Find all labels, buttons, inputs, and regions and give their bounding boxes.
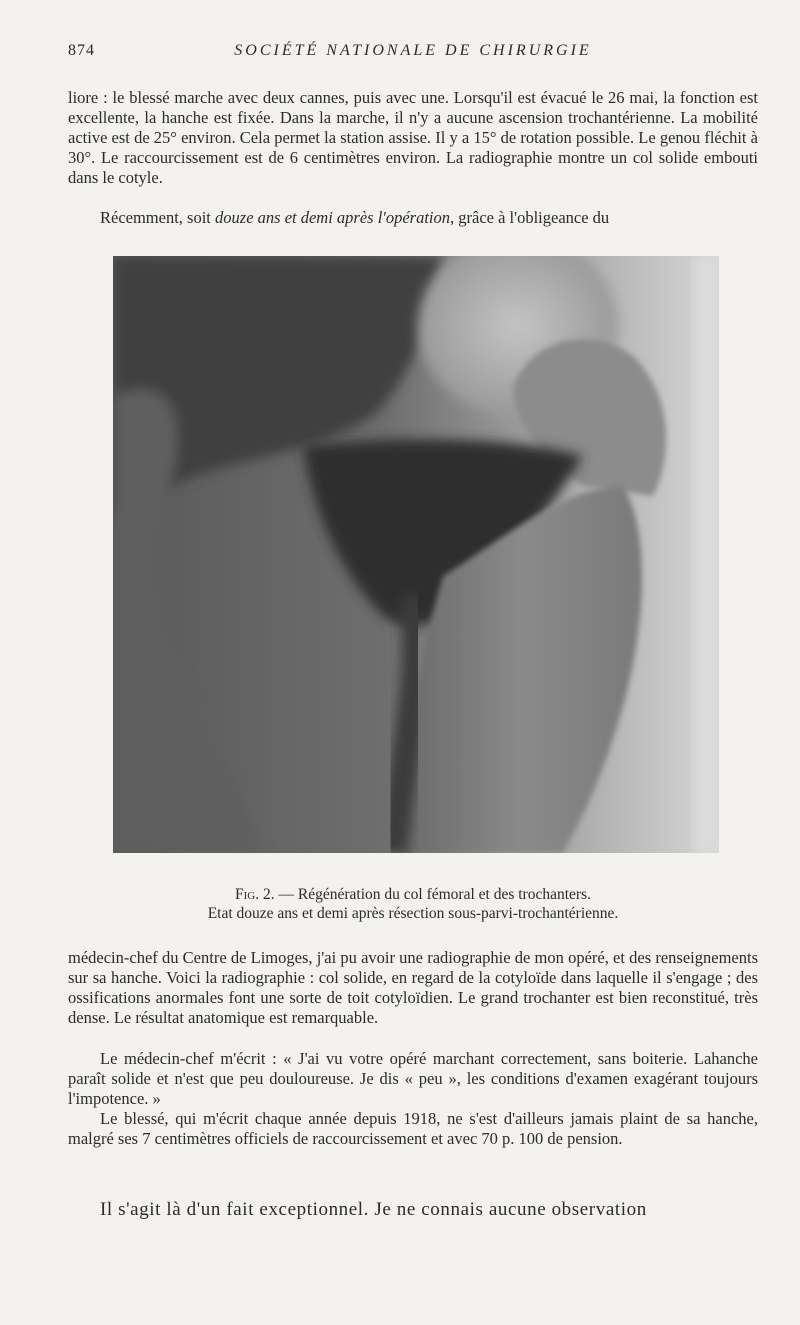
- running-title: SOCIÉTÉ NATIONALE DE CHIRURGIE: [234, 42, 592, 59]
- figure-caption: [68, 885, 758, 923]
- page-number: 874: [68, 42, 95, 59]
- radiograph-figure: [113, 256, 719, 853]
- paragraph-4: Le médecin-chef m'écrit : « J'ai vu votre opéré marchant correctement, sans boiterie. Lahanche paraît solide et n'est que peu douloureuse. Je dis « peu », les conditions d'examen exagérant toujours l'impotence. »: [68, 1049, 758, 1108]
- caption-line-1: [68, 885, 758, 904]
- paragraph-2-italic: douze ans et demi après l'opération: [215, 208, 450, 227]
- paragraph-2: [68, 208, 758, 228]
- paragraph-2-start: Récemment, soit: [100, 208, 216, 227]
- radiograph-image: [113, 256, 719, 853]
- page-header: [68, 42, 758, 66]
- paragraph-1: liore : le blessé marche avec deux cannes, puis avec une. Lorsqu'il est évacué le 26 mai, la fonction est excellente, la hanche est fixée. Dans la marche, il n'y a aucune ascension trochantérienne. La mobilité active est de 25° environ. Cela permet la station assise. Il y a 15° de rotation possible. Le genou fléchit à 30°. Le raccourcissement est de 6 centimètres environ. La radiographie montre un col solide embouti dans le cotyle.: [68, 88, 758, 187]
- paragraph-6: Il s'agit là d'un fait exceptionnel. Je ne connais aucune observation: [100, 1199, 647, 1220]
- paragraph-3: médecin-chef du Centre de Limoges, j'ai pu avoir une radiographie de mon opéré, et des renseignements sur sa hanche. Voici la radiographie : col solide, en regard de la cotyloïde dans laquelle il s'engage ; des ossifications anormales font une sorte de toit cotyloïdien. Le grand trochanter est bien reconstitué, très dense. Le résultat anatomique est remarquable.: [68, 948, 758, 1027]
- paragraph-5: Le blessé, qui m'écrit chaque année depuis 1918, ne s'est d'ailleurs jamais plaint de sa hanche, malgré ses 7 centimètres officiels de raccourcissement et avec 70 p. 100 de pension.: [68, 1109, 758, 1148]
- caption-title: — Régénération du col fémoral et des trochanters.: [274, 886, 591, 903]
- figure-label: Fig. 2.: [235, 886, 275, 903]
- paragraph-2-end: , grâce à l'obligeance du: [450, 208, 610, 227]
- caption-line-2: Etat douze ans et demi après résection sous-parvi-trochantérienne.: [207, 905, 619, 922]
